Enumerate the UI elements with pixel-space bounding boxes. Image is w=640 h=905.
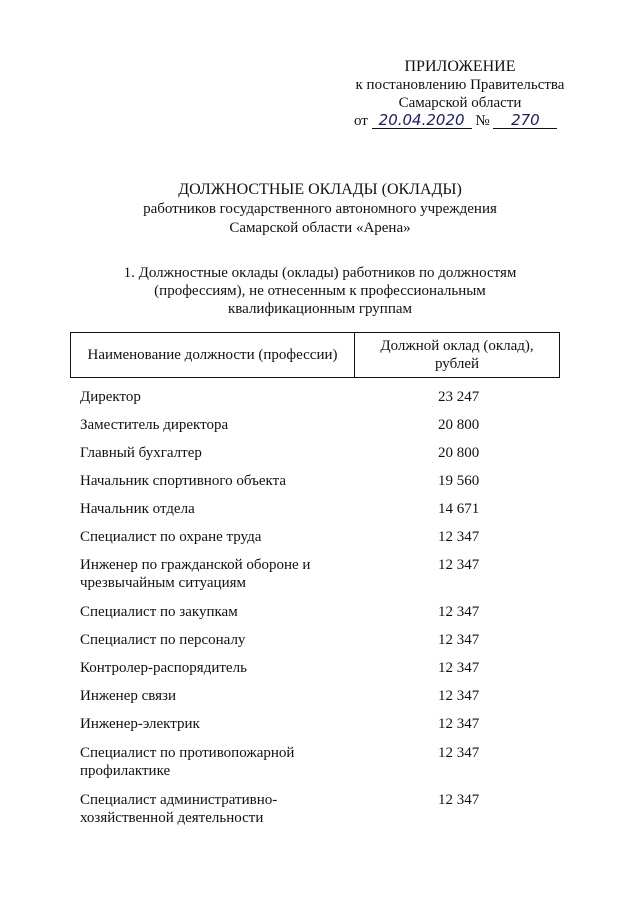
- section-line-3: квалификационным группам: [227, 301, 413, 317]
- number-underline: [493, 113, 557, 129]
- table-header: [70, 332, 560, 378]
- date-underline: [372, 113, 472, 129]
- row-position: [80, 744, 370, 780]
- section-line-2: (профессиям), не отнесенным к профессиональным: [154, 283, 486, 299]
- document-title: [80, 180, 560, 238]
- row-salary: 12 347: [438, 604, 480, 620]
- appendix-date-line: [354, 112, 574, 130]
- header-salary: [355, 333, 559, 377]
- row-position: [80, 791, 370, 827]
- row-position: Директор: [80, 389, 141, 405]
- row-position: Заместитель директора: [80, 417, 229, 433]
- section-line-1: 1. Должностные оклады (оклады) работников по должностям: [123, 265, 517, 281]
- handwritten-number: 270: [511, 111, 540, 129]
- row-salary: 12 347: [438, 688, 480, 704]
- header-salary-line-2: рублей: [434, 356, 480, 372]
- number-label: №: [475, 113, 490, 129]
- title-line-2: работников государственного автономного учреждения: [143, 201, 497, 217]
- row-salary: 12 347: [438, 716, 480, 732]
- row-position: Специалист по закупкам: [80, 604, 238, 620]
- row-salary: 12 347: [438, 557, 480, 573]
- appendix-line-2: к постановлению Правительства: [355, 77, 565, 93]
- row-position-line-1: Специалист административно-: [80, 792, 278, 808]
- row-salary: 23 247: [438, 389, 480, 405]
- row-salary: 12 347: [438, 529, 480, 545]
- appendix-line-3: Самарской области: [398, 95, 522, 111]
- row-position-line-1: Специалист по противопожарной: [80, 745, 295, 761]
- title-line-1: ДОЛЖНОСТНЫЕ ОКЛАДЫ (ОКЛАДЫ): [178, 181, 462, 198]
- row-position: Начальник спортивного объекта: [80, 473, 287, 489]
- row-position: Специалист по персоналу: [80, 632, 246, 648]
- row-position: Инженер-электрик: [80, 716, 200, 732]
- row-position: Главный бухгалтер: [80, 445, 202, 461]
- row-salary: 12 347: [438, 632, 480, 648]
- row-position-line-2: чрезвычайным ситуациям: [80, 575, 246, 591]
- handwritten-date: 20.04.2020: [378, 111, 465, 129]
- row-position: Инженер связи: [80, 688, 177, 704]
- appendix-block: [340, 58, 580, 129]
- row-salary: 12 347: [438, 745, 480, 761]
- row-position: Начальник отдела: [80, 501, 195, 517]
- row-position: Контролер-распорядитель: [80, 660, 247, 676]
- row-position: [80, 556, 370, 592]
- header-salary-line-1: Должной оклад (оклад),: [380, 338, 534, 354]
- row-salary: 20 800: [438, 417, 480, 433]
- row-salary: 19 560: [438, 473, 480, 489]
- title-line-3: Самарской области «Арена»: [229, 220, 411, 236]
- row-salary: 12 347: [438, 792, 480, 808]
- row-position: Специалист по охране труда: [80, 529, 262, 545]
- appendix-title: ПРИЛОЖЕНИЕ: [404, 58, 516, 75]
- row-salary: 12 347: [438, 660, 480, 676]
- from-label: от: [354, 113, 368, 129]
- row-position-line-2: профилактике: [80, 763, 171, 779]
- row-position-line-1: Инженер по гражданской обороне и: [80, 557, 311, 573]
- row-position-line-2: хозяйственной деятельности: [80, 810, 264, 826]
- row-salary: 14 671: [438, 501, 480, 517]
- section-heading: [80, 264, 560, 318]
- header-position: Наименование должности (профессии): [71, 333, 355, 377]
- row-salary: 20 800: [438, 445, 480, 461]
